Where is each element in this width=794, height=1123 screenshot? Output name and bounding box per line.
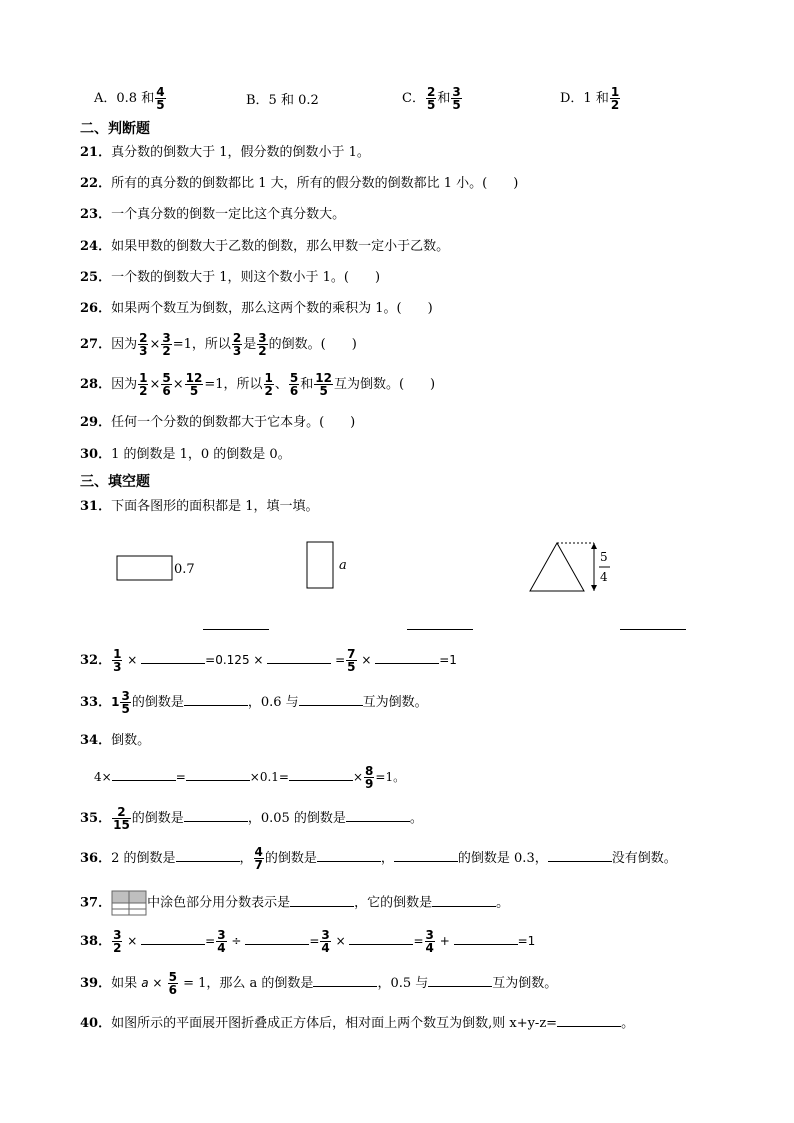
answer-blank[interactable] bbox=[141, 930, 205, 945]
tall-rectangle-side-label: a bbox=[339, 558, 347, 573]
choice-c: C． $\frac{2}{5}$ 和 $\frac{3}{5}$ bbox=[402, 85, 461, 112]
question-22: 22．所有的真分数的倒数都比 1 大，所有的假分数的倒数都比 1 小。( ) bbox=[80, 176, 519, 191]
fraction: $\frac{3}{5}$ bbox=[452, 85, 461, 112]
rectangle-figure bbox=[110, 548, 210, 588]
question-37: 37． 中涂色部分用分数表示是 ，它的倒数是 。 bbox=[80, 890, 509, 916]
answer-blank[interactable] bbox=[375, 649, 439, 664]
question-26: 26．如果两个数互为倒数，那么这两个数的乘积为 1。( ) bbox=[80, 301, 433, 316]
answer-blank-2[interactable] bbox=[407, 617, 473, 630]
answer-blank[interactable] bbox=[186, 766, 250, 781]
question-27: 27．因为 $\frac{2}{3}$ × $\frac{3}{2}$ =1，所以 $\frac{2}{3}$ 是 $\frac{3}{2}$ 的倒数。( ) bbox=[80, 331, 357, 358]
question-32: 32． $\frac{1}{3}$ × =0.125 × = $\frac{7}{5}$ × =1 bbox=[80, 647, 457, 674]
fraction: $\frac{1}{2}$ bbox=[610, 85, 620, 112]
question-40: 40．如图所示的平面展开图折叠成正方体后，相对面上两个数互为倒数,则 x+y-z= 。 bbox=[80, 1012, 634, 1034]
question-36: 36．2 的倒数是 ， $\frac{4}{7}$ 的倒数是 ， 的倒数是 0.3， 没有倒数。 bbox=[80, 845, 677, 872]
answer-blank[interactable] bbox=[184, 691, 248, 706]
question-24: 24．如果甲数的倒数大于乙数的倒数，那么甲数一定小于乙数。 bbox=[80, 239, 450, 254]
answer-blank[interactable] bbox=[299, 691, 363, 706]
answer-blank[interactable] bbox=[290, 892, 354, 907]
answer-blank[interactable] bbox=[289, 766, 353, 781]
question-30: 30．1 的倒数是 1，0 的倒数是 0。 bbox=[80, 447, 291, 462]
question-35: 35． $\frac{2}{15}$ 的倒数是 ，0.05 的倒数是 。 bbox=[80, 805, 423, 832]
fraction: $\frac{2}{5}$ bbox=[426, 85, 436, 112]
question-34-equation: 4× = ×0.1= × $\frac{8}{9}$ =1。 bbox=[94, 764, 406, 791]
choice-b: B．5 和 0.2 bbox=[246, 93, 319, 108]
question-28: 28．因为 $\frac{1}{2}$ × $\frac{5}{6}$ × $\frac{12}{5}$ =1，所以 $\frac{1}{2}$ 、 $\frac{5}{6}$ 和 $\frac{12}{5}$ 互为倒数。( ) bbox=[80, 371, 436, 398]
rectangle-side-label: 0.7 bbox=[174, 562, 195, 577]
question-33: 33．1 $\frac{3}{5}$ 的倒数是 ，0.6 与 互为倒数。 bbox=[80, 689, 428, 716]
choice-a: A．0.8 和 $\frac{4}{5}$ bbox=[94, 85, 165, 112]
section-title-judgement: 二、判断题 bbox=[80, 121, 150, 137]
answer-blank[interactable] bbox=[428, 972, 492, 987]
triangle-figure bbox=[522, 540, 622, 596]
answer-blank[interactable] bbox=[346, 807, 410, 822]
answer-blank[interactable] bbox=[141, 649, 205, 664]
answer-blank[interactable] bbox=[548, 847, 612, 862]
answer-blank[interactable] bbox=[184, 807, 248, 822]
question-34: 34．倒数。 bbox=[80, 733, 151, 748]
answer-blank[interactable] bbox=[176, 847, 240, 862]
answer-blank-3[interactable] bbox=[620, 617, 686, 630]
answer-blank[interactable] bbox=[349, 930, 413, 945]
answer-blank[interactable] bbox=[432, 892, 496, 907]
question-21: 21．真分数的倒数大于 1，假分数的倒数小于 1。 bbox=[80, 145, 370, 160]
question-23: 23．一个真分数的倒数一定比这个真分数大。 bbox=[80, 207, 346, 222]
answer-blank[interactable] bbox=[557, 1012, 621, 1027]
section-title-fill-in: 三、填空题 bbox=[80, 474, 150, 490]
question-38: 38． $\frac{3}{2}$ × = $\frac{3}{4}$ ÷ = $\frac{3}{4}$ × = $\frac{3}{4}$ + =1 bbox=[80, 928, 536, 955]
question-25: 25．一个数的倒数大于 1，则这个数小于 1。( ) bbox=[80, 270, 381, 285]
triangle-height-numerator: 5 bbox=[600, 550, 608, 564]
triangle-height-denominator: 4 bbox=[600, 570, 608, 584]
answer-blank[interactable] bbox=[245, 930, 309, 945]
answer-blank[interactable] bbox=[394, 847, 458, 862]
answer-blank[interactable] bbox=[112, 766, 176, 781]
choice-d: D．1 和 $\frac{1}{2}$ bbox=[560, 85, 620, 112]
answer-blank[interactable] bbox=[317, 847, 381, 862]
shaded-grid-figure bbox=[111, 890, 147, 916]
answer-blank[interactable] bbox=[313, 972, 377, 987]
question-29: 29．任何一个分数的倒数都大于它本身。( ) bbox=[80, 415, 356, 430]
question-31: 31．下面各图形的面积都是 1，填一填。 bbox=[80, 499, 319, 514]
fraction: $\frac{4}{5}$ bbox=[156, 85, 165, 112]
answer-blank[interactable] bbox=[267, 649, 331, 664]
question-39: 39．如果 a × $\frac{5}{6}$ = 1，那么 a 的倒数是 ，0.5 与 互为倒数。 bbox=[80, 970, 558, 997]
tall-rectangle-figure bbox=[300, 540, 360, 592]
answer-blank-1[interactable] bbox=[203, 617, 269, 630]
answer-blank[interactable] bbox=[454, 930, 518, 945]
